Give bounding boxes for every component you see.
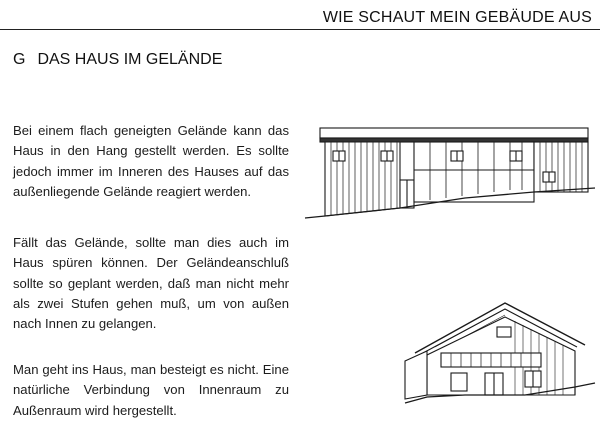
section-title: DAS HAUS IM GELÄNDE <box>37 51 223 68</box>
paragraph-2: Fällt das Gelände, sollte man dies auch im Haus spüren können. Der Geländeanschluß sollte so geplant werden, daß man nicht mehr als zwei Stufen gehen muß, um von außen nach Innen zu gelangen. <box>13 235 289 332</box>
header-rule <box>0 29 600 30</box>
section-heading <box>13 51 222 69</box>
header-title: WIE SCHAUT MEIN GEBÄUDE AUS <box>322 9 592 26</box>
section-letter: G <box>13 51 26 68</box>
paragraph-1: Bei einem flach geneigten Gelände kann das Haus in den Hang gestellt werden. Es sollte jedoch immer im Inneren des Hauses auf das außenliegende Gelände reagiert werden. <box>13 123 289 199</box>
house-on-slope-elevation-icon <box>305 118 595 223</box>
house-in-hillside-elevation-icon <box>405 295 595 415</box>
paragraph-3: Man geht ins Haus, man besteigt es nicht. Eine natürliche Verbindung von Innenraum zu Außenraum wird hergestellt. <box>13 362 289 418</box>
